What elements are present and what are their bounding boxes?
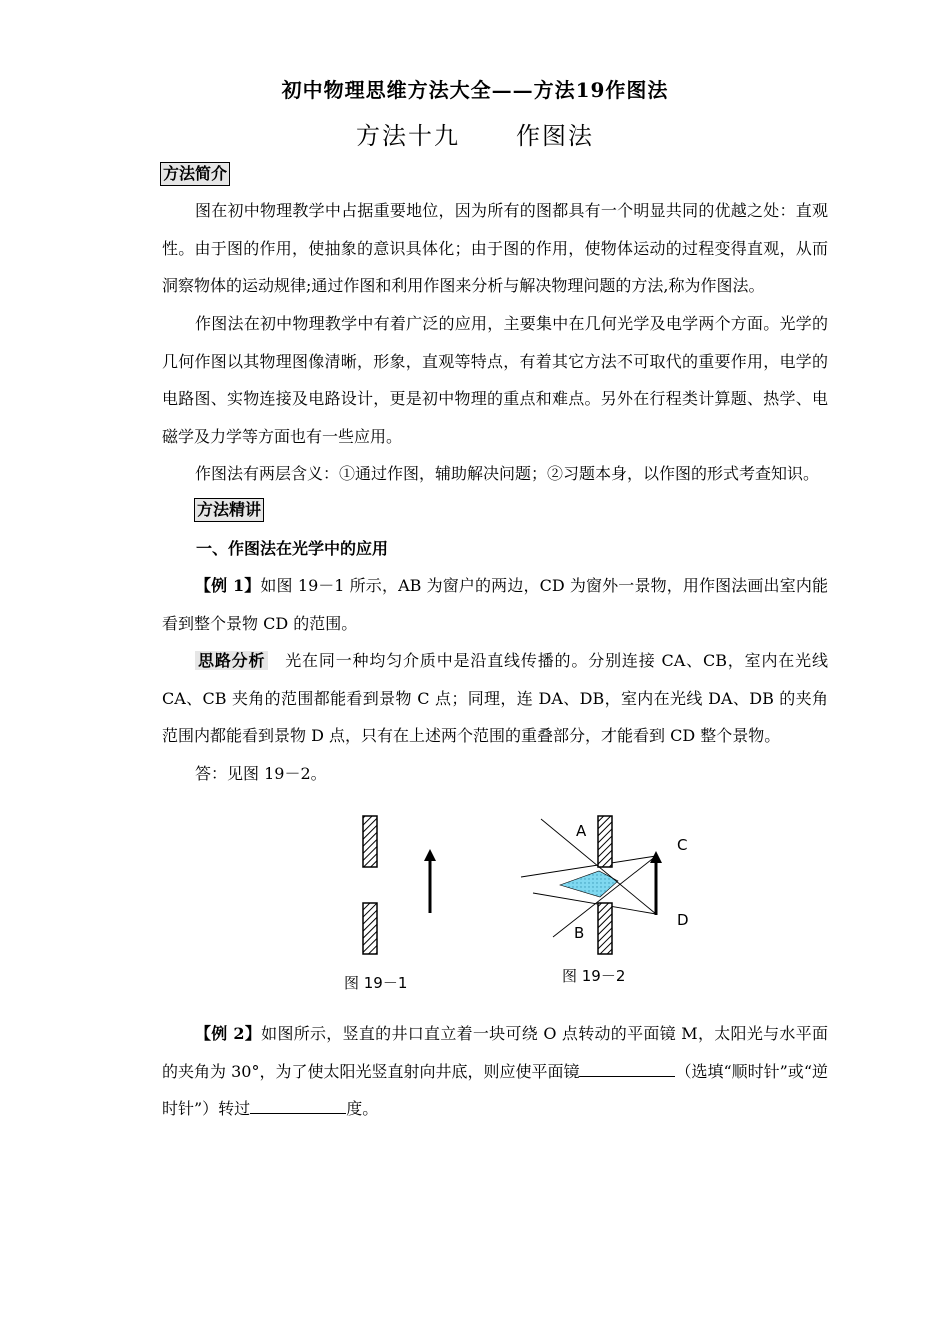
ray-ca: [521, 856, 656, 877]
label-d: D: [677, 911, 689, 929]
example-1-text: 如图 19－1 所示，AB 为窗户的两边，CD 为窗外一景物，用作图法画出室内能看到整个景物 CD 的范围。: [162, 576, 828, 633]
document-subtitle: [0, 116, 950, 151]
window-wall-bottom: [598, 903, 612, 954]
heading-optics-application: 一、作图法在光学中的应用: [196, 539, 389, 558]
analysis-text: 光在同一种均匀介质中是沿直线传播的。分别连接 CA、CB，室内在光线 CA、CB 夹角的范围都能看到景物 C 点；同理，连 DA、DB，室内在光线 DA、DB 的夹角范围内都能看到景物 D 点，只有在上述两个范围的重叠部分，才能看到 CD 整个景物。: [162, 651, 828, 745]
figure-19-1-caption: 图 19－1: [344, 974, 408, 992]
answer-line: 答：见图 19－2。: [195, 764, 327, 783]
subtitle-method-name: 作图法: [516, 122, 594, 150]
document-title: 初中物理思维方法大全——方法19作图法: [281, 78, 669, 102]
label-a: A: [576, 822, 587, 840]
intro-paragraph-1: 图在初中物理教学中占据重要地位，因为所有的图都具有一个明显共同的优越之处：直观性。由于图的作用，使抽象的意识具体化；由于图的作用，使物体运动的过程变得直观，从而洞察物体的运动规律;通过作图和利用作图来分析与解决物理问题的方法,称为作图法。: [162, 201, 828, 295]
analysis-label: 思路分析: [195, 651, 268, 670]
example-1-label: 【例 1】: [195, 576, 261, 595]
label-b: B: [574, 924, 585, 942]
intro-paragraph-3: 作图法有两层含义：①通过作图，辅助解决问题；②习题本身，以作图的形式考查知识。: [195, 464, 820, 483]
example-2-text-c: 度。: [346, 1099, 379, 1118]
section-label-details: 方法精讲: [194, 498, 264, 522]
subtitle-method-number: 方法十九: [356, 122, 460, 150]
blank-degrees: [250, 1097, 346, 1114]
analysis-paragraph: [162, 642, 828, 755]
example-2-text-b: （选填“顺时针”或“逆时针”）转过: [162, 1061, 828, 1118]
intro-paragraph-2: 作图法在初中物理教学中有着广泛的应用，主要集中在几何光学及电学两个方面。光学的几何作图以其物理图像清晰，形象，直观等特点，有着其它方法不可取代的重要作用，电学的电路图、实物连接及电路设计，更是初中物理的重点和难点。另外在行程类计算题、热学、电磁学及力学等方面也有一些应用。: [162, 314, 828, 446]
blank-direction: [579, 1060, 675, 1077]
arrow-head-icon: [424, 849, 436, 861]
label-c: C: [677, 836, 688, 854]
figure-19-2-caption: 图 19－2: [562, 967, 626, 985]
window-wall-top: [598, 816, 612, 867]
window-wall-bottom: [363, 903, 377, 954]
example-1: [162, 567, 828, 642]
example-2: [162, 1015, 828, 1128]
window-wall-top: [363, 816, 377, 867]
section-label-intro: 方法简介: [160, 162, 230, 186]
example-2-text-a: 如图所示，竖直的井口直立着一块可绕 O 点转动的平面镜 M，太阳光与水平面的夹角为 30°，为了使太阳光竖直射向井底，则应使平面镜: [162, 1024, 828, 1081]
example-2-label: 【例 2】: [195, 1024, 262, 1043]
ray-db: [533, 893, 656, 914]
